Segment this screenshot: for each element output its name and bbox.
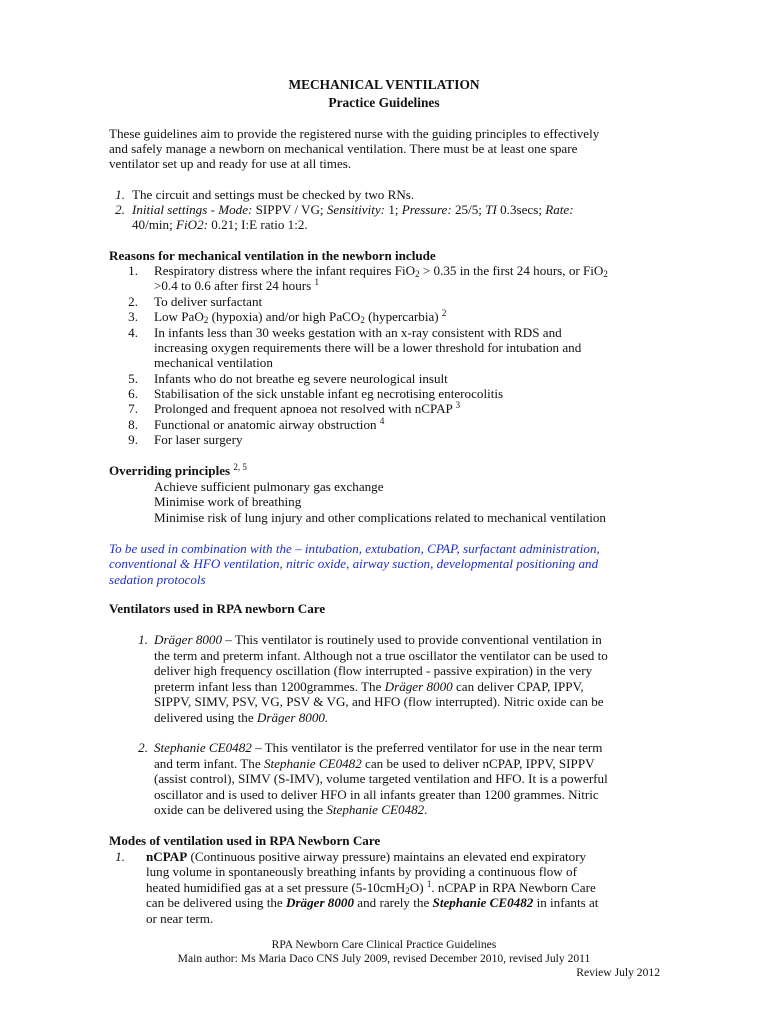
- list-number: 1.: [138, 632, 148, 647]
- list-number: 9.: [128, 432, 138, 447]
- circuit-check-text: The circuit and settings must be checked by two RNs.: [132, 187, 415, 202]
- stephanie-paragraph: oscillator and is used to deliver HFO in all infants greater than 1200 grammes. Nitric: [154, 787, 599, 802]
- ncpap-paragraph: can be delivered using the Dräger 8000 and rarely the Stephanie CE0482 in infants at: [146, 895, 599, 910]
- principle-item: Achieve sufficient pulmonary gas exchange: [154, 479, 384, 494]
- intro-line: ventilator set up and ready for use at all times.: [109, 156, 352, 171]
- modes-heading: Modes of ventilation used in RPA Newborn Care: [109, 833, 381, 848]
- reason-item: Prolonged and frequent apnoea not resolved with nCPAP $^3$: [154, 400, 461, 416]
- protocol-note: To be used in combination with the – intubation, extubation, CPAP, surfactant administration,: [109, 541, 600, 556]
- principle-item: Minimise work of breathing: [154, 494, 302, 509]
- reason-item: In infants less than 30 weeks gestation with an x-ray consistent with RDS and: [154, 325, 562, 340]
- list-number: 2.: [115, 202, 125, 217]
- protocol-note: sedation protocols: [109, 572, 206, 587]
- reasons-heading: Reasons for mechanical ventilation in the newborn include: [109, 248, 436, 263]
- stephanie-paragraph: Stephanie CE0482 – This ventilator is the preferred ventilator for use in the near term: [154, 740, 603, 755]
- reason-item-cont: increasing oxygen requirements there will be a lower threshold for intubation and: [154, 340, 582, 355]
- page-subtitle: Practice Guidelines: [328, 95, 440, 110]
- protocol-note: conventional & HFO ventilation, nitric oxide, airway suction, developmental positioning and: [109, 556, 599, 571]
- list-number: 2.: [128, 294, 138, 309]
- reason-item: Infants who do not breathe eg severe neurological insult: [154, 371, 448, 386]
- drager-paragraph: deliver high frequency oscillation (flow interrupted - passive expiration) in the very: [154, 663, 593, 678]
- list-number: 4.: [128, 325, 138, 340]
- list-number: 8.: [128, 417, 138, 432]
- initial-settings-line-2: 40/min; FiO2: 0.21; I:E ratio 1:2.: [132, 217, 308, 232]
- list-number: 6.: [128, 386, 138, 401]
- ncpap-paragraph: lung volume in spontaneously breathing infants by providing a continuous flow of: [146, 864, 577, 879]
- drager-paragraph: SIPPV, SIMV, PSV, VG, PSV & VG, and HFO (flow interrupted). Nitric oxide can be: [154, 694, 604, 709]
- drager-paragraph: Dräger 8000 – This ventilator is routinely used to provide conventional ventilation in: [154, 632, 602, 647]
- page-title: MECHANICAL VENTILATION: [288, 77, 480, 92]
- ncpap-paragraph: nCPAP (Continuous positive airway pressure) maintains an elevated end expiratory: [146, 849, 587, 864]
- footer-title: RPA Newborn Care Clinical Practice Guidelines: [271, 938, 497, 951]
- intro-line: and safely manage a newborn on mechanical ventilation. There must be at least one spare: [109, 141, 578, 156]
- footer-author: Main author: Ms Maria Daco CNS July 2009, revised December 2010, revised July 2011: [177, 952, 591, 965]
- reason-item-cont: mechanical ventilation: [154, 355, 273, 370]
- list-number: 1.: [115, 849, 125, 864]
- principle-item: Minimise risk of lung injury and other complications related to mechanical ventilation: [154, 510, 606, 525]
- reason-item-cont: >0.4 to 0.6 after first 24 hours $^1$: [154, 277, 319, 293]
- principles-heading: Overriding principles $^{2, 5}$: [109, 462, 247, 478]
- reason-item: Functional or anatomic airway obstruction $^4$: [154, 416, 385, 432]
- list-number: 5.: [128, 371, 138, 386]
- reason-item: For laser surgery: [154, 432, 243, 447]
- ncpap-paragraph: heated humidified gas at a set pressure (5-10cmH$_2$O) $^1$. nCPAP in RPA Newborn Care: [146, 879, 596, 896]
- stephanie-paragraph: (assist control), SIMV (S-IMV), volume targeted ventilation and HFO. It is a powerful: [154, 771, 608, 786]
- drager-paragraph: the term and preterm infant. Although not a true oscillator the ventilator can be used to: [154, 648, 608, 663]
- drager-paragraph: preterm infant less than 1200grammes. The Dräger 8000 can deliver CPAP, IPPV,: [154, 679, 584, 694]
- ventilators-heading: Ventilators used in RPA newborn Care: [109, 601, 326, 616]
- footer-review: Review July 2012: [576, 966, 660, 979]
- list-number: 2.: [138, 740, 148, 755]
- list-number: 3.: [128, 309, 138, 324]
- list-number: 7.: [128, 401, 138, 416]
- reason-item: Stabilisation of the sick unstable infant eg necrotising enterocolitis: [154, 386, 504, 401]
- drager-paragraph: delivered using the Dräger 8000.: [154, 710, 329, 725]
- list-number: 1.: [128, 263, 138, 278]
- reason-item: Low PaO$_2$ (hypoxia) and/or high PaCO$_2$ (hypercarbia) $^2$: [154, 308, 447, 325]
- stephanie-paragraph: and term infant. The Stephanie CE0482 can be used to deliver nCPAP, IPPV, SIPPV: [154, 756, 595, 771]
- reason-item: To deliver surfactant: [154, 294, 263, 309]
- list-number: 1.: [115, 187, 125, 202]
- initial-settings-line: Initial settings - Mode: SIPPV / VG; Sensitivity: 1; Pressure: 25/5; TI 0.3secs; Rate:: [132, 202, 574, 217]
- stephanie-paragraph: oxide can be delivered using the Stephanie CE0482.: [154, 802, 428, 817]
- ncpap-paragraph: or near term.: [146, 911, 214, 926]
- reason-item: Respiratory distress where the infant requires FiO$_2$ > 0.35 in the first 24 hours, or FiO$_2$: [154, 263, 608, 279]
- intro-line: These guidelines aim to provide the registered nurse with the guiding principles to effectively: [109, 126, 600, 141]
